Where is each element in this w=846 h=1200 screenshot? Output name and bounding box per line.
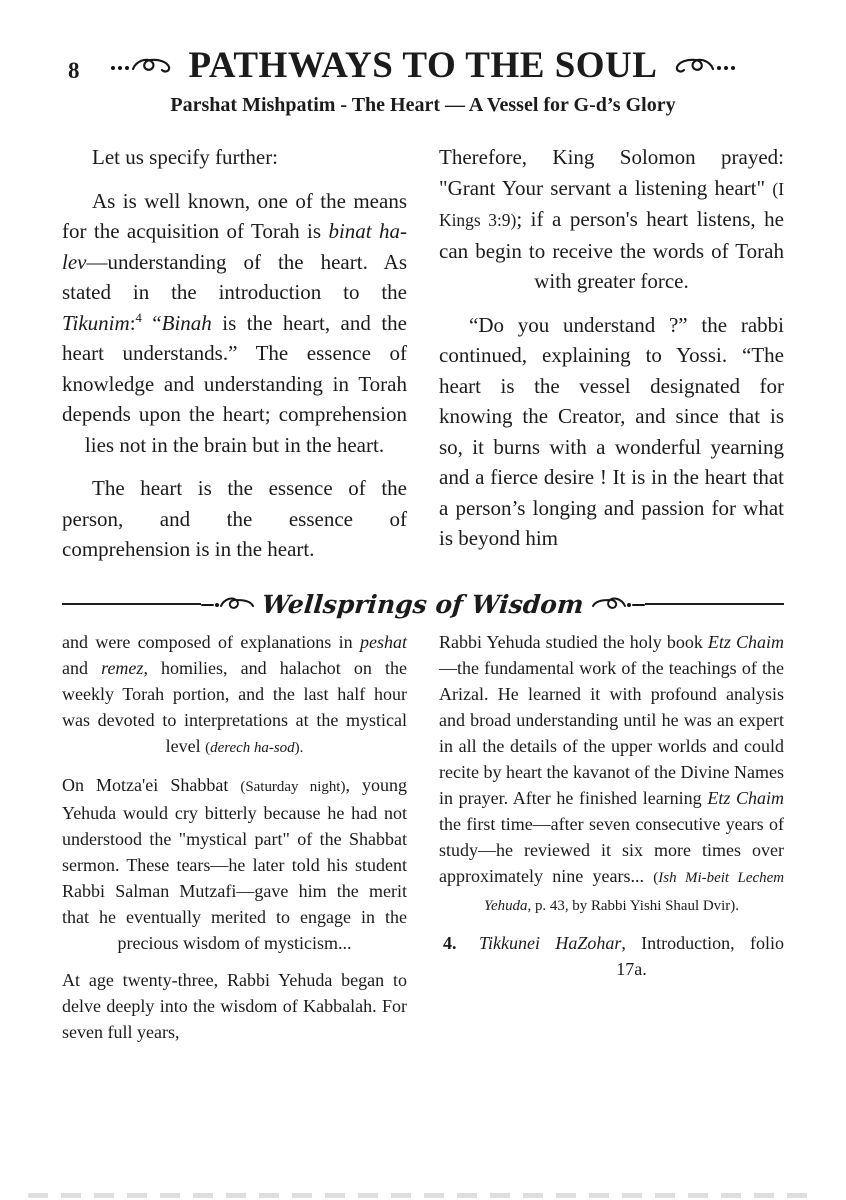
main-right-column <box>439 142 784 578</box>
text-run: : <box>129 310 136 335</box>
text-run: derech ha-sod <box>210 739 295 756</box>
text-run: Binah <box>161 310 212 335</box>
text-run: , Introduction, folio 17a. <box>616 932 784 979</box>
text-run: (I Kings 3:9) <box>439 178 784 230</box>
text-run: and were composed of explanations in <box>62 631 360 652</box>
wellsprings-right-column <box>439 629 784 1056</box>
title-row <box>62 44 784 87</box>
wellsprings-left-column <box>62 629 407 1056</box>
text-run: —the fundamental work of the teachings of the Arizal. He learned it with profound analysis and broad understanding until he was an expert in all the details of the upper worlds and could recite by heart the kavanot of the Divine Names in prayer. After he finished learning <box>439 657 784 808</box>
divider-rule-right <box>645 603 784 605</box>
book-title: PATHWAYS TO THE SOUL <box>188 45 658 86</box>
footnote-4 <box>439 930 784 982</box>
header-flourish-left-icon <box>109 54 179 78</box>
text-run: As is well known, one of the means for the acquisition of Torah is <box>62 188 407 243</box>
text-run: Tikkunei HaZohar <box>479 932 622 953</box>
text-run: “ <box>141 310 162 335</box>
text-run: At age twenty-three, Rabbi Yehuda began to delve deeply into the wisdom of Kabbalah. For seven full years, <box>62 969 407 1042</box>
text-run: remez <box>101 657 144 678</box>
text-run: ). <box>294 739 304 756</box>
text-run: On Motza'ei Shabbat <box>62 774 241 795</box>
divider-flourish-right-icon <box>589 594 645 614</box>
scan-artifact-bar <box>28 1193 818 1198</box>
text-run: Rabbi Yehuda studied the holy book <box>439 631 708 652</box>
text-run: the first time—after seven consecutive years of study—he reviewed it six more times over approximately nine years... <box>439 813 784 886</box>
text-run: Let us specify further: <box>92 145 279 169</box>
paragraph <box>62 772 407 956</box>
paragraph <box>439 629 784 919</box>
text-run: (Saturday night) <box>240 778 346 795</box>
paragraph <box>439 310 784 554</box>
text-run: peshat <box>360 631 407 652</box>
paragraph <box>439 142 784 297</box>
text-run: and <box>62 657 102 678</box>
divider-title: Wellsprings of Wisdom <box>260 589 586 619</box>
text-run: ; if a person's heart listens, he can begin to receive the words of Torah with greater force. <box>439 207 785 293</box>
wellsprings-text-section <box>62 629 784 1056</box>
text-run: Etz Chaim <box>707 787 784 808</box>
footnote-number: 4. <box>443 932 457 953</box>
divider-flourish-left-icon <box>201 594 257 614</box>
main-text-section <box>62 142 784 578</box>
page-header <box>62 44 784 117</box>
text-run: —understanding of the heart. As stated in the introduction to the <box>62 249 407 304</box>
text-run: , p. 43, by Rabbi Yishi Shaul Dvir). <box>527 897 739 914</box>
header-flourish-right-icon <box>667 54 737 78</box>
text-run: ( <box>205 739 211 756</box>
paragraph <box>62 629 407 761</box>
text-run: Ish Mi-beit Lechem Yehuda <box>484 869 784 914</box>
paragraph <box>62 186 407 461</box>
text-run: , young Yehuda would cry bitterly because he had not understood the "mystical part" of the Shabbat sermon. These tears—he later told his student Rabbi Salman Mutzafi—gave him the merit that he eventually merited to engage in the precious wisdom of mysticism... <box>62 774 407 953</box>
text-run: “Do you understand ?” the rabbi continued, explaining to Yossi. “The heart is the vessel designated for knowing the Creator, and since that is so, it burns with a wonderful yearning and a fierce desire ! It is in the heart that a person’s longing and passion for what is beyond him <box>439 312 784 550</box>
text-run: The heart is the essence of the person, and the essence of comprehension is in the heart. <box>62 476 407 561</box>
divider-rule-left <box>62 603 201 605</box>
paragraph <box>62 142 407 173</box>
text-run: binat ha-lev <box>62 219 407 274</box>
text-run: is the heart, and the heart understands.” The essence of knowledge and understanding in Torah depends upon the heart; comprehension lies not in the brain but in the heart. <box>62 310 407 457</box>
chapter-subtitle: Parshat Mishpatim - The Heart — A Vessel for G-d’s Glory <box>170 94 676 116</box>
text-run: ( <box>653 869 659 886</box>
text-run: Therefore, King Solomon prayed: "Grant Your servant a listening heart" <box>439 145 784 200</box>
paragraph <box>62 967 407 1045</box>
paragraph <box>62 473 407 565</box>
text-run: , homilies, and halachot on the weekly Torah portion, and the last half hour was devoted to interpretations at the mystical level <box>62 657 407 756</box>
main-left-column <box>62 142 407 578</box>
page-number: 8 <box>68 58 80 83</box>
wellsprings-divider <box>62 590 784 619</box>
text-run: Etz Chaim <box>707 631 784 652</box>
footnote-ref: 4 <box>135 310 142 325</box>
text-run: Tikunim <box>62 310 130 335</box>
